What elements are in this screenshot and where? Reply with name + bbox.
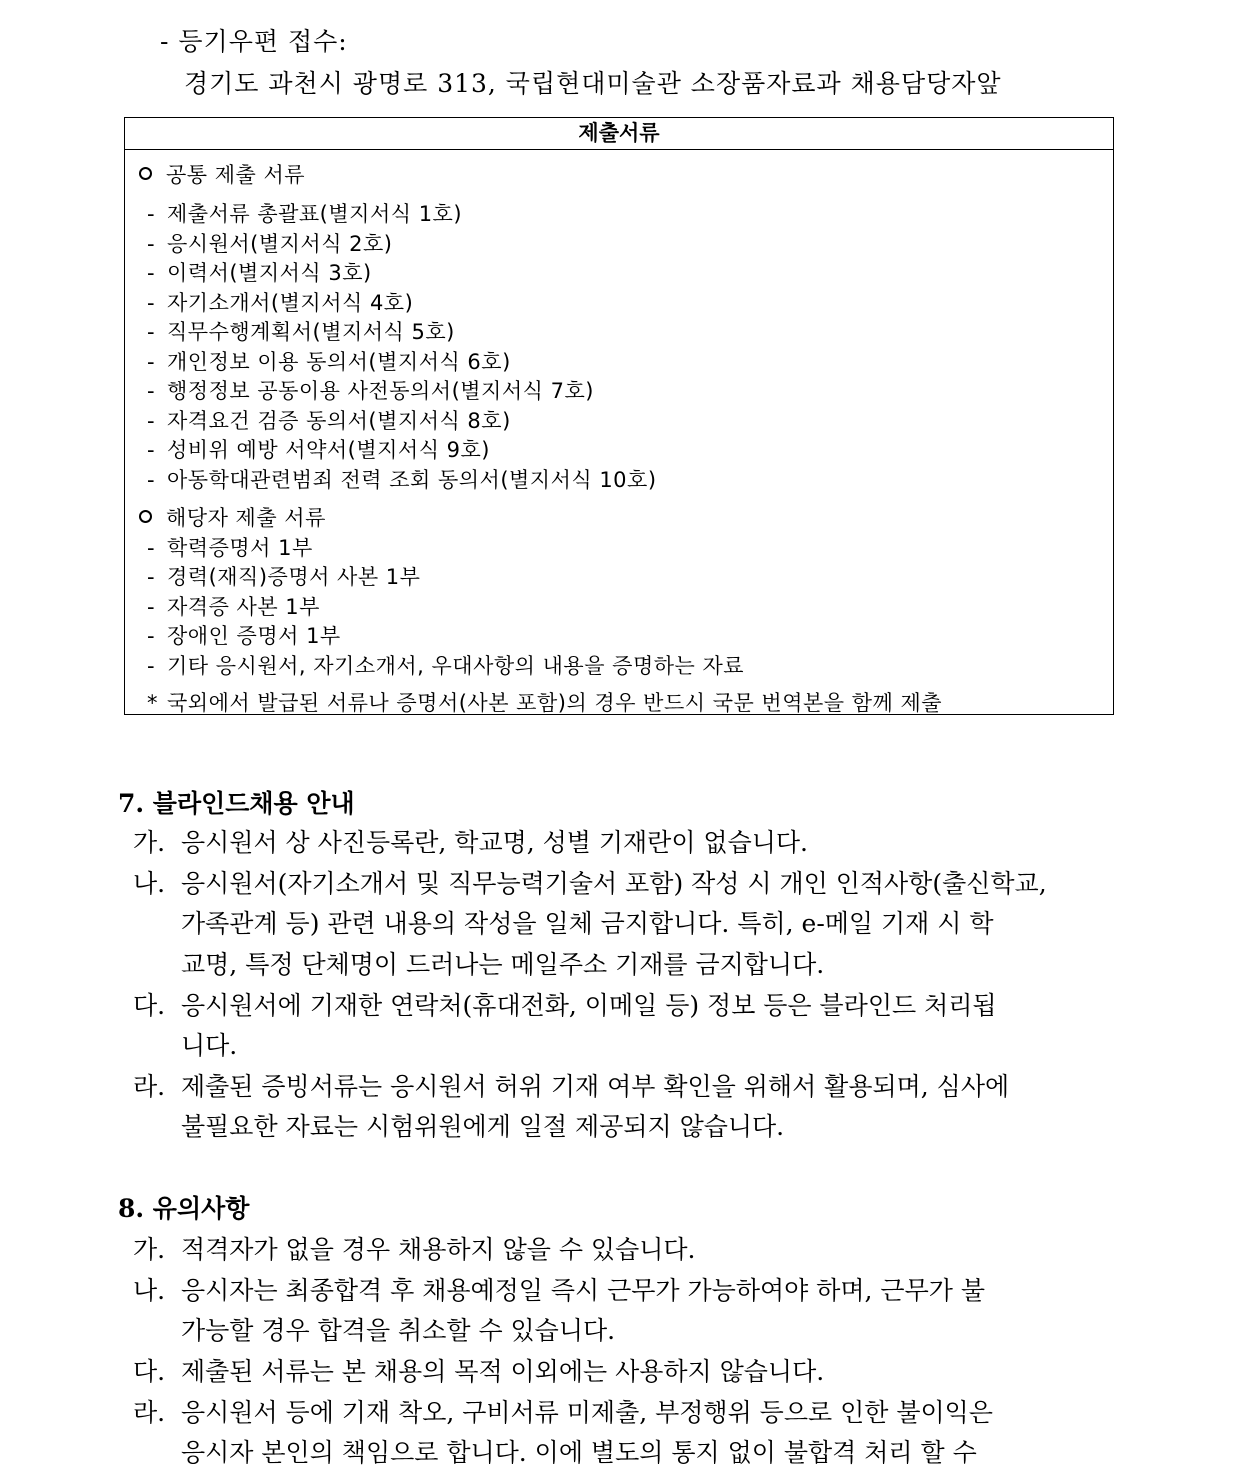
section-7-item-d-line-2: 불필요한 자료는 시험위원에게 일절 제공되지 않습니다. (181, 1112, 785, 1141)
section-8-item-b: 나. 응시자는 최종합격 후 채용예정일 즉시 근무가 가능하여야 하며, 근무가 불 (133, 1276, 985, 1305)
list-item: - 경력(재직)증명서 사본 1부 (147, 565, 421, 589)
section-8-item-c: 다. 제출된 서류는 본 채용의 목적 이외에는 사용하지 않습니다. (133, 1357, 825, 1386)
asterisk-icon: * (147, 691, 158, 715)
section-8-item-a: 가. 적격자가 없을 경우 채용하지 않을 수 있습니다. (133, 1235, 696, 1264)
section-8-item-d-line-2: 응시자 본인의 책임으로 합니다. 이에 별도의 통지 없이 불합격 처리 할 수 (181, 1438, 977, 1467)
list-item: - 행정정보 공동이용 사전동의서(별지서식 7호) (147, 379, 594, 403)
mail-label: - 등기우편 접수: (160, 27, 348, 56)
list-item: - 응시원서(별지서식 2호) (147, 232, 393, 256)
section-7-item-b-line-2: 가족관계 등) 관련 내용의 작성을 일체 금지합니다. 특히, e-메일 기재 시 학 (181, 909, 994, 938)
applicable-documents-title: 해당자 제출 서류 (139, 502, 326, 532)
section-8-item-b-line-2: 가능할 경우 합격을 취소할 수 있습니다. (181, 1316, 616, 1345)
mail-address: 경기도 과천시 광명로 313, 국립현대미술관 소장품자료과 채용담당자앞 (184, 69, 1002, 98)
list-item: - 제출서류 총괄표(별지서식 1호) (147, 202, 463, 226)
list-item: - 자격요건 검증 동의서(별지서식 8호) (147, 409, 511, 433)
section-7-item-a: 가. 응시원서 상 사진등록란, 학교명, 성별 기재란이 없습니다. (133, 828, 808, 857)
list-item: - 자격증 사본 1부 (147, 595, 320, 619)
documents-note: * 국외에서 발급된 서류나 증명서(사본 포함)의 경우 반드시 국문 번역본을 함께 제출 (147, 691, 943, 715)
documents-table-header: 제출서류 (125, 118, 1113, 150)
section-7-item-b-line-3: 교명, 특정 단체명이 드러나는 메일주소 기재를 금지합니다. (181, 950, 825, 979)
list-item: - 성비위 예방 서약서(별지서식 9호) (147, 438, 490, 462)
list-item: - 기타 응시원서, 자기소개서, 우대사항의 내용을 증명하는 자료 (147, 654, 745, 678)
section-8-item-d: 라. 응시원서 등에 기재 착오, 구비서류 미제출, 부정행위 등으로 인한 불이익은 (133, 1398, 993, 1427)
list-item: - 직무수행계획서(별지서식 5호) (147, 320, 455, 344)
circle-bullet-icon (139, 510, 152, 523)
list-item: - 아동학대관련범죄 전력 조회 동의서(별지서식 10호) (147, 468, 657, 492)
documents-table (124, 117, 1114, 715)
section-7-item-c-line-2: 니다. (181, 1031, 238, 1060)
list-item: - 이력서(별지서식 3호) (147, 261, 372, 285)
section-7-item-d: 라. 제출된 증빙서류는 응시원서 허위 기재 여부 확인을 위해서 활용되며, 심사에 (133, 1072, 1010, 1101)
section-8-title: 8. 유의사항 (118, 1194, 250, 1223)
section-7-item-c: 다. 응시원서에 기재한 연락처(휴대전화, 이메일 등) 정보 등은 블라인드 처리됩 (133, 991, 997, 1020)
list-item: - 학력증명서 1부 (147, 536, 313, 560)
common-documents-title: 공통 제출 서류 (139, 159, 305, 189)
section-7-title: 7. 블라인드채용 안내 (118, 789, 355, 818)
section-7-item-b: 나. 응시원서(자기소개서 및 직무능력기술서 포함) 작성 시 개인 인적사항(출신학교, (133, 869, 1047, 898)
circle-bullet-icon (139, 167, 152, 180)
list-item: - 자기소개서(별지서식 4호) (147, 291, 414, 315)
list-item: - 개인정보 이용 동의서(별지서식 6호) (147, 350, 511, 374)
list-item: - 장애인 증명서 1부 (147, 624, 341, 648)
